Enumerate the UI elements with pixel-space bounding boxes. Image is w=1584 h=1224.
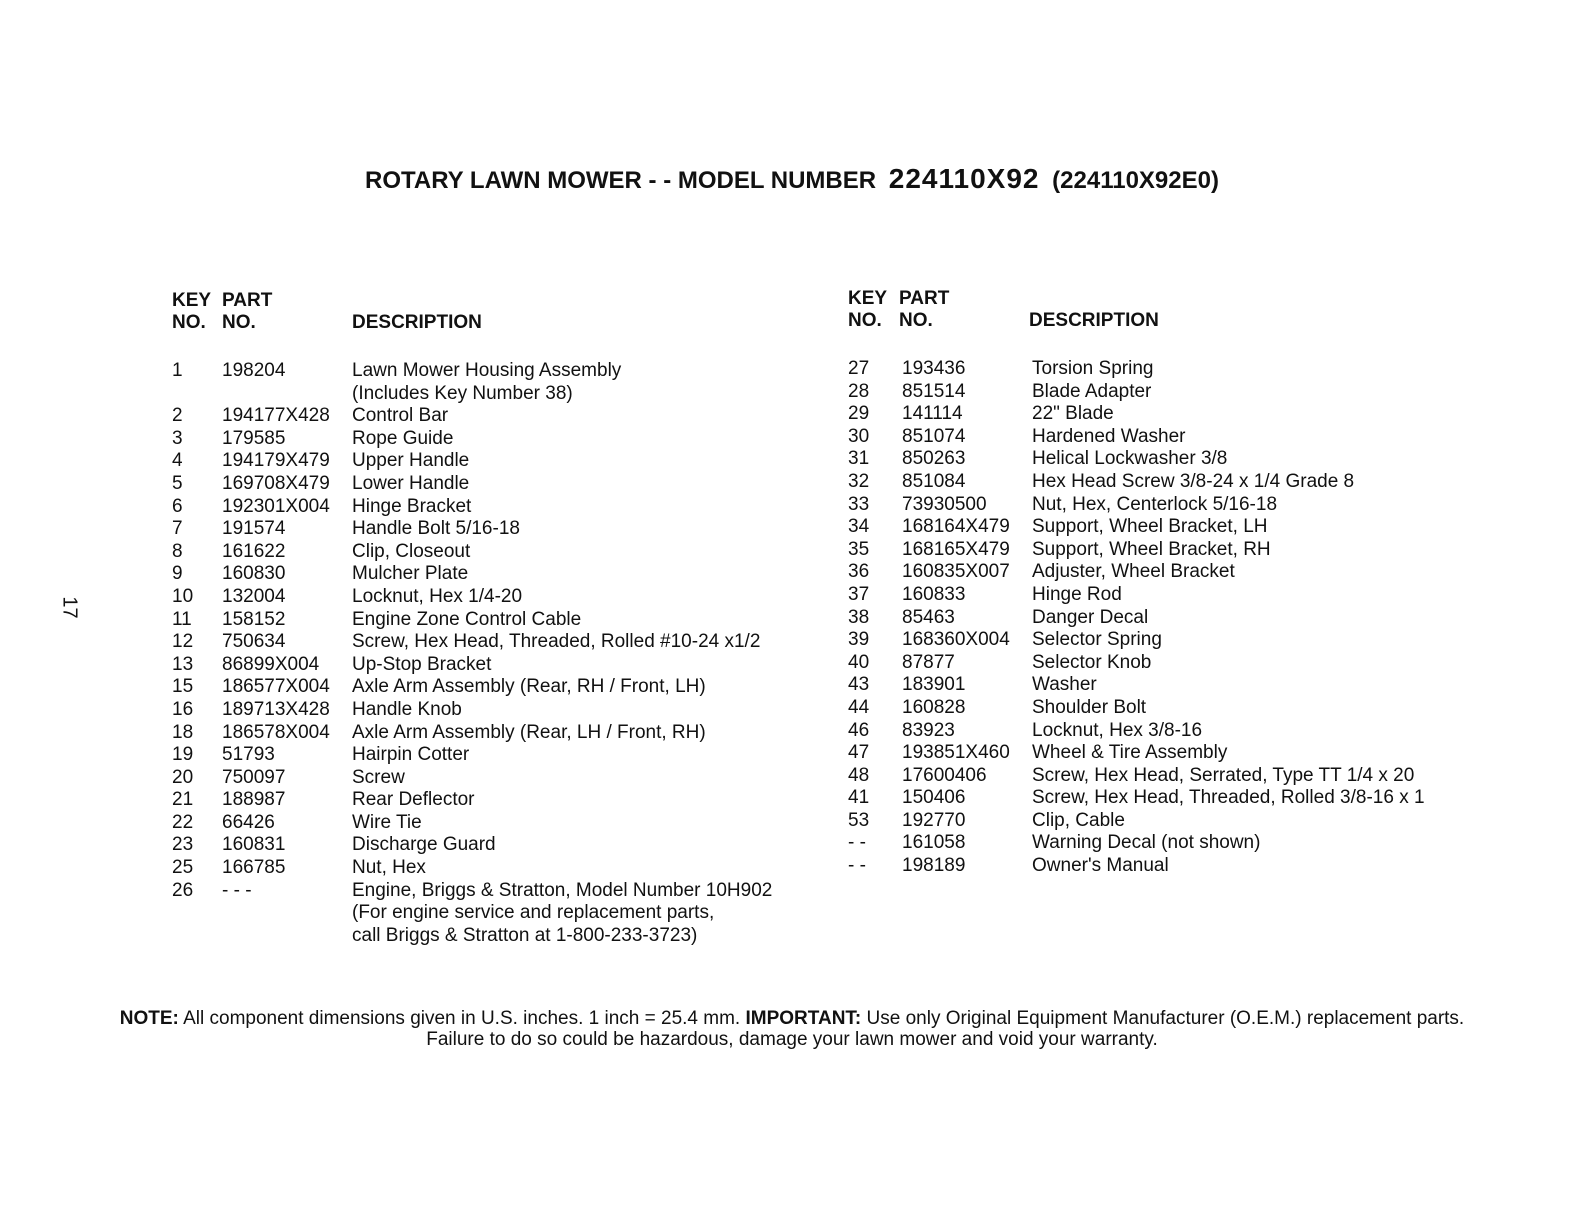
header-key-line2: NO. xyxy=(848,310,882,331)
key-number: 34 xyxy=(848,516,870,538)
header-part-line1: PART xyxy=(222,290,273,311)
part-description: Screw, Hex Head, Threaded, Rolled 3/8-16 x 1 xyxy=(1032,787,1425,809)
part-number: 193436 xyxy=(902,358,966,379)
key-number: 26 xyxy=(172,879,194,901)
part-description: Discharge Guard xyxy=(352,834,496,856)
key-number: 10 xyxy=(172,585,194,607)
part-number: 194179X479 xyxy=(222,450,330,472)
part-number: 158152 xyxy=(222,608,286,630)
key-number: 11 xyxy=(172,608,192,630)
key-number: 13 xyxy=(172,653,194,675)
part-number: 160833 xyxy=(902,583,966,605)
part-number: 168360X004 xyxy=(902,629,1010,651)
part-number: 87877 xyxy=(902,651,955,673)
part-number: 73930500 xyxy=(902,493,987,515)
part-number: 168164X479 xyxy=(902,516,1010,538)
part-description: Blade Adapter xyxy=(1032,380,1152,402)
part-number: 161058 xyxy=(902,832,966,854)
part-number: 132004 xyxy=(222,585,286,607)
page-title xyxy=(0,163,1584,195)
part-number: 141114 xyxy=(902,403,963,425)
key-number: 46 xyxy=(848,719,870,741)
key-number: 19 xyxy=(172,744,194,766)
part-description: Hinge Rod xyxy=(1032,583,1122,605)
part-description: Screw, Hex Head, Serrated, Type TT 1/4 x 20 xyxy=(1032,764,1415,786)
part-number: 198204 xyxy=(222,360,286,381)
part-number: 166785 xyxy=(222,857,286,879)
part-description: Locknut, Hex 1/4-20 xyxy=(352,585,523,607)
note-line2: Failure to do so could be hazardous, damage your lawn mower and void your warranty. xyxy=(426,1029,1158,1050)
key-number: 2 xyxy=(172,405,183,427)
part-number: 183901 xyxy=(902,674,966,696)
key-number: 27 xyxy=(848,358,870,379)
part-number: 85463 xyxy=(902,606,955,628)
part-number: 169708X479 xyxy=(222,472,330,494)
key-number: 20 xyxy=(172,766,194,788)
header-key-line1: KEY xyxy=(848,288,888,309)
part-description: Nut, Hex xyxy=(352,857,426,879)
key-number: 32 xyxy=(848,470,870,492)
key-number: 7 xyxy=(172,518,183,540)
part-description: Control Bar xyxy=(352,405,449,427)
title-prefix: ROTARY LAWN MOWER - - MODEL NUMBER xyxy=(365,167,877,194)
part-number: 160831 xyxy=(222,834,286,856)
part-description: Lower Handle xyxy=(352,472,470,494)
part-number: 750097 xyxy=(222,766,286,788)
key-number: 36 xyxy=(848,561,870,583)
part-description: Engine Zone Control Cable xyxy=(352,608,582,630)
part-number: 161622 xyxy=(222,540,286,562)
model-number: 224110X92 xyxy=(888,163,1040,194)
key-number: 40 xyxy=(848,651,870,673)
footer-note xyxy=(0,1008,1584,1050)
part-description: Hex Head Screw 3/8-24 x 1/4 Grade 8 xyxy=(1032,470,1355,492)
key-number: 38 xyxy=(848,606,870,628)
key-number: 48 xyxy=(848,764,870,786)
header-description: DESCRIPTION xyxy=(1029,310,1159,331)
key-number: 5 xyxy=(172,472,183,494)
part-number: 193851X460 xyxy=(902,742,1010,764)
part-number: 186578X004 xyxy=(222,721,330,743)
key-number: 31 xyxy=(848,448,870,470)
part-number: 186577X004 xyxy=(222,676,330,698)
part-description: Engine, Briggs & Stratton, Model Number 10H902 xyxy=(352,879,773,901)
key-number: 33 xyxy=(848,493,870,515)
header-part-line2: NO. xyxy=(899,310,933,331)
header-key-line1: KEY xyxy=(172,290,212,311)
part-number: 851084 xyxy=(902,470,966,492)
key-number: 16 xyxy=(172,698,194,720)
key-number: 44 xyxy=(848,696,870,718)
header-key-line2: NO. xyxy=(172,312,206,333)
part-description: Wheel & Tire Assembly xyxy=(1032,742,1228,764)
key-number: 29 xyxy=(848,403,870,425)
part-number: 189713X428 xyxy=(222,698,330,720)
part-description: Warning Decal (not shown) xyxy=(1032,832,1261,854)
part-description: Clip, Closeout xyxy=(352,540,471,562)
part-number: 192301X004 xyxy=(222,495,330,517)
part-description: Handle Knob xyxy=(352,698,462,720)
part-number: 851074 xyxy=(902,425,966,447)
part-description: Support, Wheel Bracket, LH xyxy=(1032,516,1268,538)
part-description-continued: (For engine service and replacement parts, xyxy=(352,902,715,924)
part-description: Support, Wheel Bracket, RH xyxy=(1032,538,1271,560)
key-number: 41 xyxy=(848,787,870,809)
part-description: Screw, Hex Head, Threaded, Rolled #10-24 x1/2 xyxy=(352,631,761,653)
part-description: Locknut, Hex 3/8-16 xyxy=(1032,719,1203,741)
part-description: Lawn Mower Housing Assembly xyxy=(352,360,622,381)
key-number: 9 xyxy=(172,563,183,585)
part-number: 51793 xyxy=(222,744,275,766)
key-number: 43 xyxy=(848,674,870,696)
note-text: All component dimensions given in U.S. inches. 1 inch = 25.4 mm. xyxy=(183,1008,741,1029)
key-number: 12 xyxy=(172,631,194,653)
part-number: 192770 xyxy=(902,809,966,831)
part-description: Up-Stop Bracket xyxy=(352,653,492,675)
part-description: Hardened Washer xyxy=(1032,425,1186,447)
part-number: - - - xyxy=(222,879,252,901)
model-variant: (224110X92E0) xyxy=(1052,167,1219,194)
key-number: - - xyxy=(848,855,866,877)
important-text: Use only Original Equipment Manufacturer (O.E.M.) replacement parts. xyxy=(866,1008,1465,1029)
part-number: 83923 xyxy=(902,719,955,741)
key-number: 30 xyxy=(848,425,870,447)
part-description: Rear Deflector xyxy=(352,789,475,811)
part-number: 850263 xyxy=(902,448,966,470)
key-number: 53 xyxy=(848,809,870,831)
part-description: Shoulder Bolt xyxy=(1032,696,1147,718)
note-line1 xyxy=(0,1008,1584,1029)
part-description: 22" Blade xyxy=(1032,403,1114,425)
part-number: 160835X007 xyxy=(902,561,1010,583)
key-number: 35 xyxy=(848,538,870,560)
note-label: NOTE: xyxy=(119,1008,179,1029)
key-number: 37 xyxy=(848,583,870,605)
important-label: IMPORTANT: xyxy=(745,1008,862,1029)
key-number: 4 xyxy=(172,450,183,472)
key-number: 47 xyxy=(848,742,870,764)
part-description: Mulcher Plate xyxy=(352,563,469,585)
part-description: Torsion Spring xyxy=(1032,358,1154,379)
part-description: Selector Knob xyxy=(1032,651,1152,673)
part-description: Clip, Cable xyxy=(1032,809,1125,831)
part-number: 750634 xyxy=(222,631,286,653)
part-description-continued: (Includes Key Number 38) xyxy=(352,382,573,404)
key-number: 8 xyxy=(172,540,183,562)
header-part-line1: PART xyxy=(899,288,950,309)
page-number: 17 xyxy=(58,596,81,619)
part-number: 188987 xyxy=(222,789,286,811)
part-number: 851514 xyxy=(902,380,966,402)
key-number: 15 xyxy=(172,676,194,698)
part-number: 191574 xyxy=(222,518,286,540)
part-description: Owner's Manual xyxy=(1032,855,1169,877)
part-number: 86899X004 xyxy=(222,653,320,675)
part-number: 17600406 xyxy=(902,764,987,786)
part-description: Hinge Bracket xyxy=(352,495,472,517)
part-description: Wire Tie xyxy=(352,811,422,833)
key-number: 3 xyxy=(172,427,183,449)
key-number: 18 xyxy=(172,721,194,743)
header-description: DESCRIPTION xyxy=(352,312,482,333)
key-number: 1 xyxy=(172,360,183,381)
part-description: Washer xyxy=(1032,674,1097,696)
part-number: 198189 xyxy=(902,855,966,877)
part-number: 66426 xyxy=(222,811,275,833)
part-number: 168165X479 xyxy=(902,538,1010,560)
part-number: 160830 xyxy=(222,563,286,585)
part-description: Nut, Hex, Centerlock 5/16-18 xyxy=(1032,493,1278,515)
key-number: 21 xyxy=(172,789,194,811)
part-description: Adjuster, Wheel Bracket xyxy=(1032,561,1235,583)
part-description-continued: call Briggs & Stratton at 1-800-233-3723) xyxy=(352,924,698,946)
part-number: 160828 xyxy=(902,696,966,718)
header-part-line2: NO. xyxy=(222,312,256,333)
part-description: Handle Bolt 5/16-18 xyxy=(352,518,520,540)
part-description: Rope Guide xyxy=(352,427,454,449)
key-number: 23 xyxy=(172,834,194,856)
key-number: 39 xyxy=(848,629,870,651)
part-description: Axle Arm Assembly (Rear, RH / Front, LH) xyxy=(352,676,706,698)
part-description: Axle Arm Assembly (Rear, LH / Front, RH) xyxy=(352,721,706,743)
part-number: 150406 xyxy=(902,787,966,809)
part-description: Helical Lockwasher 3/8 xyxy=(1032,448,1228,470)
key-number: 25 xyxy=(172,857,194,879)
part-description: Selector Spring xyxy=(1032,629,1162,651)
key-number: 28 xyxy=(848,380,870,402)
part-description: Upper Handle xyxy=(352,450,470,472)
part-description: Danger Decal xyxy=(1032,606,1149,628)
key-number: 6 xyxy=(172,495,183,517)
part-number: 179585 xyxy=(222,427,286,449)
key-number: - - xyxy=(848,832,866,854)
part-number: 194177X428 xyxy=(222,405,330,427)
key-number: 22 xyxy=(172,811,194,833)
part-description: Screw xyxy=(352,766,405,788)
part-description: Hairpin Cotter xyxy=(352,744,470,766)
